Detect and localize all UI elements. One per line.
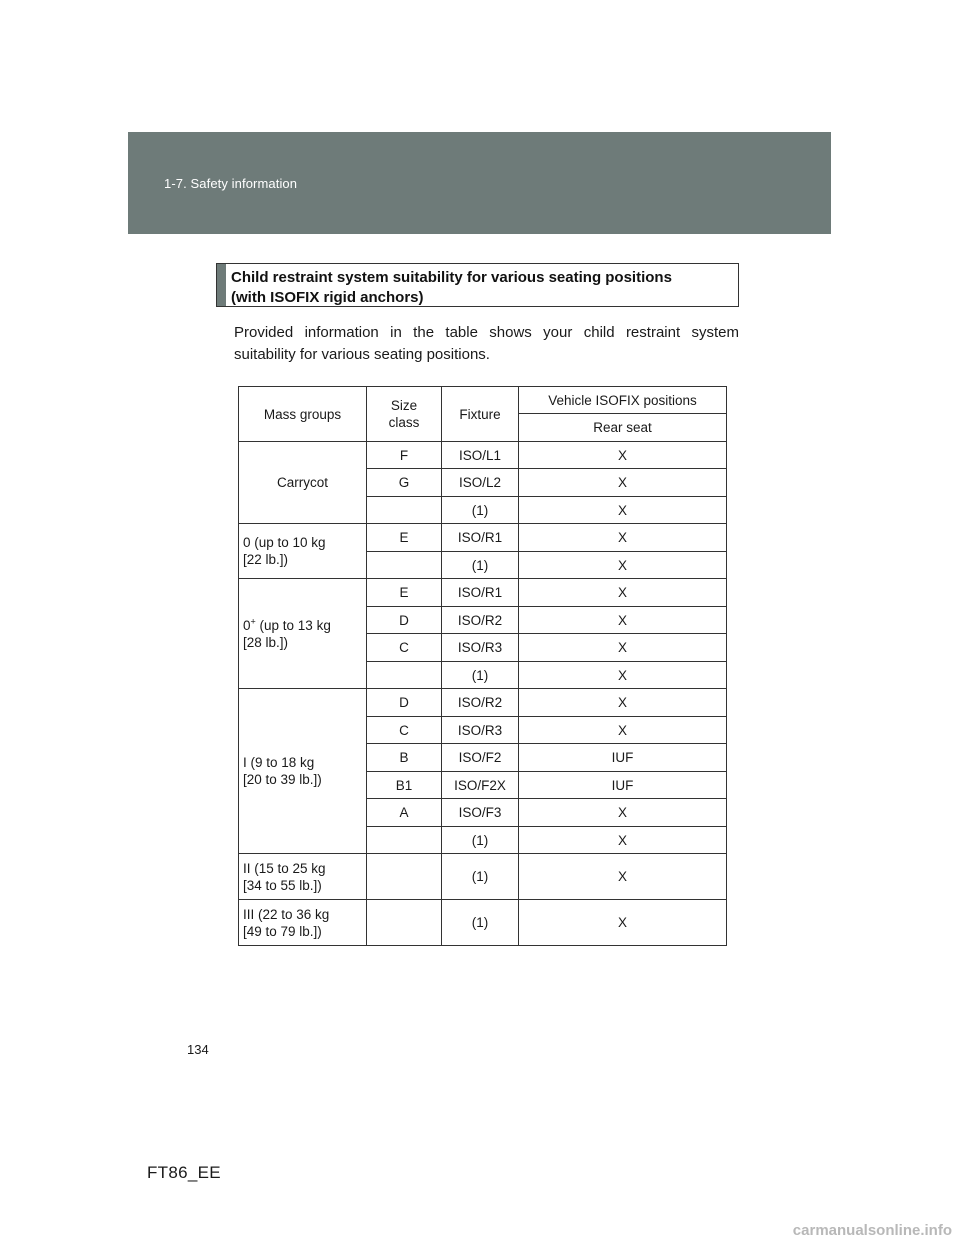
topic-title-line-2: (with ISOFIX rigid anchors) bbox=[231, 289, 424, 306]
rear-seat-cell: X bbox=[519, 854, 727, 900]
size-cell bbox=[367, 662, 442, 689]
rear-seat-cell: X bbox=[519, 469, 727, 497]
group-0-plus: 0+ (up to 13 kg [28 lb.]) bbox=[239, 579, 367, 689]
group-II: II (15 to 25 kg [34 to 55 lb.]) bbox=[239, 854, 367, 900]
table-row bbox=[239, 854, 727, 900]
table-row bbox=[239, 524, 727, 552]
table-row bbox=[239, 579, 727, 607]
table-header-row bbox=[239, 387, 727, 414]
fixture-cell: (1) bbox=[442, 900, 519, 946]
rear-seat-cell: X bbox=[519, 524, 727, 552]
header-vehicle-isofix-positions: Vehicle ISOFIX positions bbox=[519, 387, 727, 414]
header-fixture: Fixture bbox=[442, 387, 519, 442]
size-cell: D bbox=[367, 689, 442, 717]
rear-seat-cell: X bbox=[519, 442, 727, 469]
size-cell: E bbox=[367, 579, 442, 607]
group-0: 0 (up to 10 kg [22 lb.]) bbox=[239, 524, 367, 579]
rear-seat-cell: X bbox=[519, 799, 727, 827]
rear-seat-cell: IUF bbox=[519, 744, 727, 772]
rear-seat-cell: X bbox=[519, 607, 727, 634]
size-cell: B1 bbox=[367, 772, 442, 799]
size-cell: C bbox=[367, 717, 442, 744]
size-cell bbox=[367, 497, 442, 524]
topic-title-box bbox=[216, 263, 739, 307]
footer-model-code: FT86_EE bbox=[147, 1163, 221, 1182]
fixture-cell: (1) bbox=[442, 662, 519, 689]
size-cell bbox=[367, 900, 442, 946]
fixture-cell: ISO/R3 bbox=[442, 717, 519, 744]
topic-title-line-1: Child restraint system suitability for various seating positions bbox=[231, 269, 672, 286]
group-I: I (9 to 18 kg [20 to 39 lb.]) bbox=[239, 689, 367, 854]
rear-seat-cell: X bbox=[519, 827, 727, 854]
size-cell bbox=[367, 552, 442, 579]
fixture-cell: (1) bbox=[442, 552, 519, 579]
table-row bbox=[239, 442, 727, 469]
size-cell bbox=[367, 854, 442, 900]
rear-seat-cell: X bbox=[519, 634, 727, 662]
intro-paragraph: Provided information in the table shows your child restraint system suitability for various seating positions. bbox=[234, 324, 739, 363]
size-cell: G bbox=[367, 469, 442, 497]
size-cell: D bbox=[367, 607, 442, 634]
size-cell: A bbox=[367, 799, 442, 827]
fixture-cell: ISO/L1 bbox=[442, 442, 519, 469]
size-cell: C bbox=[367, 634, 442, 662]
title-accent-bar bbox=[217, 264, 226, 306]
size-cell: B bbox=[367, 744, 442, 772]
table-row bbox=[239, 689, 727, 717]
group-III: III (22 to 36 kg [49 to 79 lb.]) bbox=[239, 900, 367, 946]
fixture-cell: ISO/L2 bbox=[442, 469, 519, 497]
fixture-cell: ISO/F2X bbox=[442, 772, 519, 799]
fixture-cell: ISO/R1 bbox=[442, 579, 519, 607]
fixture-cell: (1) bbox=[442, 827, 519, 854]
size-cell bbox=[367, 827, 442, 854]
fixture-cell: ISO/F3 bbox=[442, 799, 519, 827]
rear-seat-cell: X bbox=[519, 900, 727, 946]
size-cell: F bbox=[367, 442, 442, 469]
section-header-band bbox=[128, 132, 831, 234]
fixture-cell: ISO/R2 bbox=[442, 607, 519, 634]
fixture-cell: (1) bbox=[442, 497, 519, 524]
table-row bbox=[239, 900, 727, 946]
rear-seat-cell: X bbox=[519, 552, 727, 579]
rear-seat-cell: X bbox=[519, 579, 727, 607]
fixture-cell: (1) bbox=[442, 854, 519, 900]
fixture-cell: ISO/R2 bbox=[442, 689, 519, 717]
rear-seat-cell: IUF bbox=[519, 772, 727, 799]
watermark: carmanualsonline.info bbox=[792, 1222, 952, 1239]
section-title: 1-7. Safety information bbox=[164, 176, 298, 191]
page-number: 134 bbox=[187, 1042, 209, 1057]
rear-seat-cell: X bbox=[519, 717, 727, 744]
header-size-class: Size class bbox=[367, 387, 442, 442]
isofix-suitability-table bbox=[238, 386, 727, 946]
rear-seat-cell: X bbox=[519, 497, 727, 524]
size-cell: E bbox=[367, 524, 442, 552]
header-mass-groups: Mass groups bbox=[239, 387, 367, 442]
fixture-cell: ISO/F2 bbox=[442, 744, 519, 772]
group-carrycot: Carrycot bbox=[239, 442, 367, 524]
header-rear-seat: Rear seat bbox=[519, 414, 727, 442]
fixture-cell: ISO/R1 bbox=[442, 524, 519, 552]
rear-seat-cell: X bbox=[519, 662, 727, 689]
topic-title bbox=[231, 268, 730, 308]
fixture-cell: ISO/R3 bbox=[442, 634, 519, 662]
rear-seat-cell: X bbox=[519, 689, 727, 717]
